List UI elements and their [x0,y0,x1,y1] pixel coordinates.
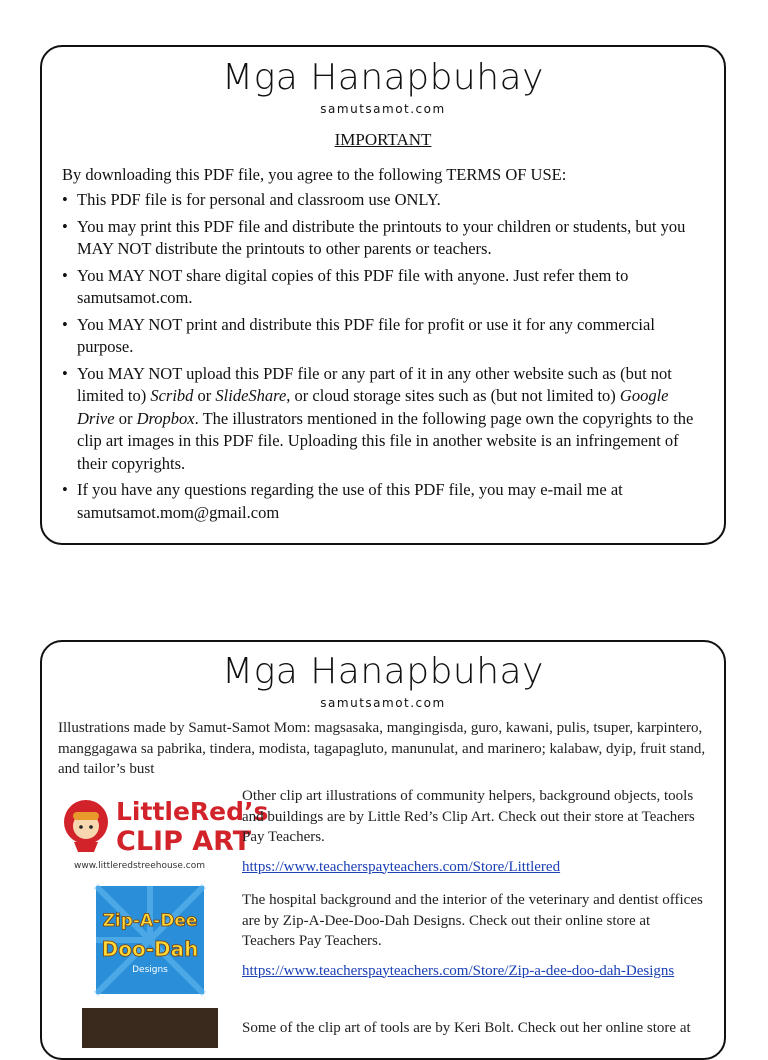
slideshare-name: SlideShare [215,386,287,405]
keri-bolt-logo [82,1008,218,1048]
site-name: samutsamot.com [320,102,446,116]
google-drive-name: Google Drive [77,386,669,428]
scribd-name: Scribd [150,386,194,405]
terms-list [62,189,704,524]
littlered-logo [60,786,269,872]
term-text: You MAY NOT upload this PDF file or any part of it in any other website such as (but not limited to) [77,363,672,405]
term-text: or [193,386,216,405]
zip-a-dee-store-link[interactable]: https://www.teacherspayteachers.com/Store/Zip-a-dee-doo-dah-Designs [242,962,675,979]
terms-card [40,45,726,545]
littlered-logo-url: www.littleredstreehouse.com [74,861,205,871]
page-title: Mga Hanapbuhay [222,651,544,692]
credit-description: Some of the clip art of tools are by Keri Bolt. Check out her online store at [242,1020,691,1036]
important-heading: IMPORTANT [334,130,432,149]
term-item: • This PDF file is for personal and classroom use ONLY. [62,189,704,212]
illustrations-intro: Illustrations made by Samut-Samot Mom: magsasaka, mangingisda, guro, kawani, pulis, tsuper, karpintero, manggagawa sa pabrika, tindera, modista, tagapagluto, manunulat, and marinero; kalabaw, dyip, fruit stand, and tailor’s bust [58,720,706,777]
term-text: , or cloud storage sites such as (but not limited to) [286,386,620,405]
credit-text [242,890,706,981]
term-item [62,363,704,476]
zip-logo-line3: Designs [132,965,168,975]
littlered-store-link[interactable]: https://www.teacherspayteachers.com/Store/Littlered [242,858,561,875]
zip-logo-line1: Zip-A-Dee [102,911,198,931]
credit-text [242,786,706,877]
zip-logo-line2: Doo-Dah [101,937,199,961]
term-item: • You MAY NOT share digital copies of this PDF file with anyone. Just refer them to samutsamot.com. [62,265,704,310]
term-item: • If you have any questions regarding the use of this PDF file, you may e-mail me at samutsamot.mom@gmail.com [62,479,704,524]
site-name: samutsamot.com [320,696,446,710]
term-item: • You may print this PDF file and distribute the printouts to your children or students, but you MAY NOT distribute the printouts to other parents or teachers. [62,216,704,261]
credit-text [242,1018,706,1039]
credit-description: Other clip art illustrations of community helpers, background objects, tools and buildings are by Little Red’s Clip Art. Check out their store at Teachers Pay Teachers. [242,788,695,845]
credits-card [40,640,726,1060]
term-text: or [114,408,137,428]
page-title: Mga Hanapbuhay [222,57,544,98]
term-item: • You MAY NOT print and distribute this PDF file for profit or use it for any commercial purpose. [62,314,704,359]
terms-intro: By downloading this PDF file, you agree to the following TERMS OF USE: [62,165,567,184]
littlered-logo-line1: LittleRed’s [116,797,269,826]
credit-description: The hospital background and the interior of the veterinary and dentist offices are by Zip-A-Dee-Doo-Dah Designs. Check out their online store at Teachers Pay Teachers. [242,892,703,949]
zip-a-dee-logo [96,886,204,994]
dropbox-name: Dropbox [136,408,195,428]
term-text: . The illustrators mentioned in the following page own the copyrights to the clip art images in this PDF file. Uploading this file in another website is an infringement of their copyrights. [77,408,694,473]
littlered-logo-line2: CLIP ART [116,826,252,857]
